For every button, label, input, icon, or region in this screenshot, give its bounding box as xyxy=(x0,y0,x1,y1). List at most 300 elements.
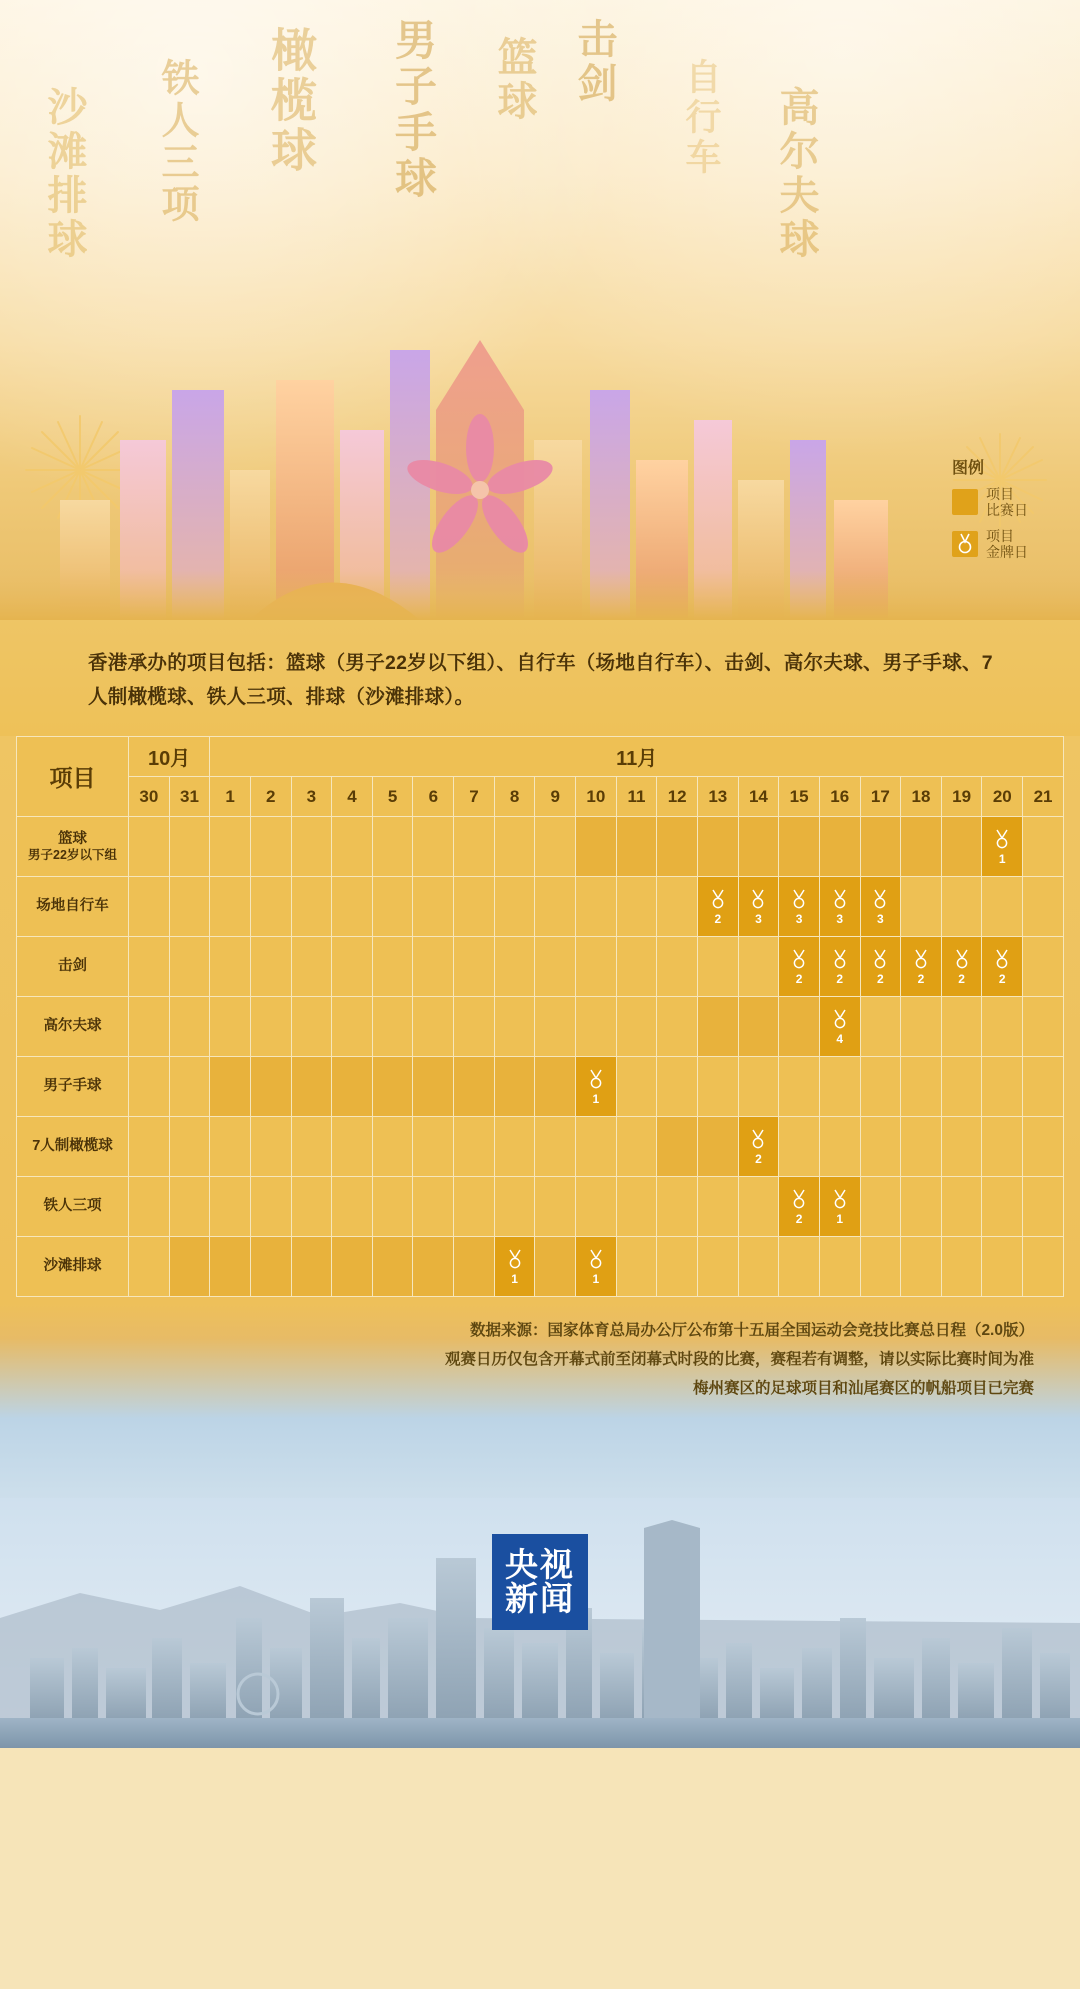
schedule-cell xyxy=(616,817,657,877)
medal-icon xyxy=(576,1069,616,1105)
schedule-cell xyxy=(413,1237,454,1297)
schedule-cell xyxy=(210,817,251,877)
table-row xyxy=(17,937,1064,997)
schedule-cell xyxy=(941,997,982,1057)
event-name-cell: 男子手球 xyxy=(17,1057,129,1117)
schedule-cell xyxy=(901,1177,942,1237)
schedule-cell xyxy=(1023,1177,1064,1237)
schedule-cell xyxy=(169,877,210,937)
schedule-cell xyxy=(616,1177,657,1237)
legend-item-match-day-label xyxy=(986,486,1028,518)
schedule-cell xyxy=(860,877,901,937)
bg-word-basketball: 篮球 xyxy=(491,36,538,124)
schedule-cell xyxy=(779,1177,820,1237)
schedule-cell xyxy=(169,817,210,877)
schedule-cell xyxy=(738,817,779,877)
table-row xyxy=(17,1057,1064,1117)
schedule-cell xyxy=(291,997,332,1057)
square-swatch-icon xyxy=(952,489,978,515)
schedule-cell xyxy=(819,997,860,1057)
schedule-cell xyxy=(697,997,738,1057)
schedule-cell xyxy=(129,1057,170,1117)
medal-icon xyxy=(820,889,860,925)
schedule-cell xyxy=(779,1057,820,1117)
header-day-6: 6 xyxy=(413,777,454,817)
medal-icon-svg xyxy=(709,889,727,911)
schedule-cell xyxy=(697,877,738,937)
schedule-cell xyxy=(210,1057,251,1117)
medal-icon xyxy=(952,531,978,557)
schedule-cell xyxy=(657,817,698,877)
header-day-1: 1 xyxy=(210,777,251,817)
schedule-cell xyxy=(250,1057,291,1117)
event-name-cell: 击剑 xyxy=(17,937,129,997)
medal-icon-svg xyxy=(790,889,808,911)
schedule-cell xyxy=(250,1177,291,1237)
schedule-cell xyxy=(494,937,535,997)
footer xyxy=(0,1303,1080,1748)
schedule-cell xyxy=(494,1177,535,1237)
medal-count: 2 xyxy=(755,1151,762,1166)
schedule-cell xyxy=(941,1237,982,1297)
medal-icon-svg xyxy=(871,949,889,971)
schedule-cell xyxy=(941,817,982,877)
schedule-cell xyxy=(332,817,373,877)
schedule-cell xyxy=(250,877,291,937)
table-row xyxy=(17,1237,1064,1297)
medal-icon xyxy=(942,949,982,985)
schedule-cell xyxy=(860,1057,901,1117)
header-row-days xyxy=(17,777,1064,817)
schedule-cell xyxy=(697,1057,738,1117)
schedule-cell xyxy=(576,1117,617,1177)
cctv-news-logo xyxy=(492,1534,588,1630)
header-day-18: 18 xyxy=(901,777,942,817)
header-day-20: 20 xyxy=(982,777,1023,817)
schedule-cell xyxy=(494,1057,535,1117)
schedule-cell xyxy=(129,1237,170,1297)
schedule-cell xyxy=(454,937,495,997)
schedule-cell xyxy=(616,937,657,997)
schedule-cell xyxy=(250,997,291,1057)
schedule-cell xyxy=(169,937,210,997)
legend-item-gold-day xyxy=(952,528,1044,560)
schedule-cell xyxy=(210,937,251,997)
schedule-cell xyxy=(291,817,332,877)
medal-count: 1 xyxy=(836,1211,844,1226)
medal-icon-svg xyxy=(993,949,1011,971)
schedule-cell xyxy=(901,817,942,877)
schedule-cell xyxy=(372,877,413,937)
medal-icon-svg xyxy=(749,889,767,911)
schedule-cell xyxy=(941,877,982,937)
schedule-cell xyxy=(779,817,820,877)
schedule-cell xyxy=(657,1117,698,1177)
bg-word-cycling: 自行车 xyxy=(680,58,722,178)
medal-icon xyxy=(820,949,860,985)
schedule-cell xyxy=(697,1117,738,1177)
schedule-cell xyxy=(982,1117,1023,1177)
table-row xyxy=(17,817,1064,877)
schedule-cell xyxy=(129,877,170,937)
schedule-table-body xyxy=(17,817,1064,1297)
medal-icon-svg xyxy=(952,531,978,557)
schedule-cell xyxy=(535,877,576,937)
medal-count: 2 xyxy=(795,1211,803,1226)
schedule-cell xyxy=(169,1237,210,1297)
table-row xyxy=(17,1117,1064,1177)
header-day-8: 8 xyxy=(494,777,535,817)
medal-icon-svg xyxy=(912,949,930,971)
schedule-cell xyxy=(738,1057,779,1117)
medal-icon-svg xyxy=(587,1069,605,1091)
schedule-table-head xyxy=(17,737,1064,817)
schedule-cell xyxy=(901,1237,942,1297)
schedule-cell xyxy=(779,997,820,1057)
schedule-cell xyxy=(982,877,1023,937)
medal-count: 2 xyxy=(795,971,803,986)
medal-count: 2 xyxy=(714,911,722,926)
schedule-cell xyxy=(738,877,779,937)
schedule-cell xyxy=(982,937,1023,997)
bg-word-beach-volleyball: 沙滩排球 xyxy=(41,86,88,262)
schedule-cell xyxy=(250,1237,291,1297)
medal-icon-svg xyxy=(790,1189,808,1211)
schedule-cell xyxy=(494,1117,535,1177)
schedule-cell xyxy=(535,1117,576,1177)
schedule-cell xyxy=(372,1117,413,1177)
medal-icon-svg xyxy=(587,1249,605,1271)
schedule-cell xyxy=(494,1237,535,1297)
medal-icon xyxy=(739,889,779,925)
schedule-cell xyxy=(576,1057,617,1117)
medal-icon-svg xyxy=(790,949,808,971)
schedule-cell xyxy=(819,1237,860,1297)
legend-item-match-day xyxy=(952,486,1044,518)
schedule-cell xyxy=(210,1177,251,1237)
schedule-cell xyxy=(860,1177,901,1237)
schedule-cell xyxy=(291,937,332,997)
schedule-cell xyxy=(494,997,535,1057)
schedule-cell xyxy=(535,1057,576,1117)
event-name-cell xyxy=(17,817,129,877)
medal-count: 1 xyxy=(511,1271,518,1286)
header-day-4: 4 xyxy=(332,777,373,817)
schedule-cell xyxy=(982,1057,1023,1117)
schedule-cell xyxy=(982,1237,1023,1297)
medal-count: 1 xyxy=(592,1091,600,1106)
schedule-cell xyxy=(576,877,617,937)
header-day-10: 10 xyxy=(576,777,617,817)
schedule-cell xyxy=(413,1117,454,1177)
header-row-months xyxy=(17,737,1064,777)
table-row xyxy=(17,997,1064,1057)
footer-note-disclaimer: 观赛日历仅包含开幕式前至闭幕式时段的比赛，赛程若有调整，请以实际比赛时间为准 xyxy=(444,1350,1034,1368)
medal-icon xyxy=(576,1249,616,1285)
schedule-cell xyxy=(819,1177,860,1237)
event-name-line1: 篮球 xyxy=(58,830,87,847)
schedule-cell xyxy=(535,1237,576,1297)
schedule-cell xyxy=(576,1177,617,1237)
legend-item-match-day-line2: 比赛日 xyxy=(986,502,1028,519)
header-day-30: 30 xyxy=(129,777,170,817)
medal-count: 1 xyxy=(592,1271,600,1286)
schedule-cell xyxy=(819,1057,860,1117)
table-row xyxy=(17,877,1064,937)
schedule-cell xyxy=(291,1177,332,1237)
legend-item-gold-day-label xyxy=(986,528,1028,560)
medal-icon-svg xyxy=(506,1249,524,1271)
schedule-cell xyxy=(535,937,576,997)
schedule-cell xyxy=(291,1237,332,1297)
schedule-cell xyxy=(941,1177,982,1237)
medal-icon xyxy=(901,949,941,985)
schedule-cell xyxy=(576,997,617,1057)
schedule-cell xyxy=(697,1177,738,1237)
medal-count: 4 xyxy=(836,1031,844,1046)
medal-count: 2 xyxy=(836,971,844,986)
schedule-cell xyxy=(657,937,698,997)
medal-icon-svg xyxy=(993,829,1011,851)
schedule-cell xyxy=(494,817,535,877)
schedule-cell xyxy=(332,1057,373,1117)
schedule-cell xyxy=(1023,1117,1064,1177)
medal-icon-svg xyxy=(953,949,971,971)
schedule-cell xyxy=(941,1057,982,1117)
footer-note-source: 数据来源：国家体育总局办公厅公布第十五届全国运动会竞技比赛总日程（2.0版） xyxy=(469,1322,1034,1340)
header-day-15: 15 xyxy=(779,777,820,817)
header-item-column: 项目 xyxy=(17,737,129,817)
bg-word-fencing: 击剑 xyxy=(571,18,618,106)
schedule-cell xyxy=(454,1177,495,1237)
event-name-cell: 高尔夫球 xyxy=(17,997,129,1057)
schedule-cell xyxy=(657,1177,698,1237)
schedule-cell xyxy=(738,1237,779,1297)
medal-icon-svg xyxy=(749,1129,767,1151)
schedule-cell xyxy=(779,937,820,997)
schedule-cell xyxy=(210,877,251,937)
schedule-table xyxy=(16,736,1064,1297)
header-day-12: 12 xyxy=(657,777,698,817)
schedule-cell xyxy=(779,1117,820,1177)
schedule-cell xyxy=(697,937,738,997)
schedule-cell xyxy=(250,817,291,877)
schedule-cell xyxy=(332,1177,373,1237)
schedule-cell xyxy=(860,997,901,1057)
medal-icon-svg xyxy=(831,1189,849,1211)
schedule-cell xyxy=(738,1117,779,1177)
schedule-cell xyxy=(454,1237,495,1297)
schedule-cell xyxy=(860,817,901,877)
schedule-cell xyxy=(332,877,373,937)
medal-count: 2 xyxy=(998,971,1006,986)
schedule-cell xyxy=(657,877,698,937)
schedule-cell xyxy=(413,877,454,937)
schedule-cell xyxy=(372,1237,413,1297)
medal-count: 2 xyxy=(958,971,965,986)
schedule-cell xyxy=(535,817,576,877)
header-day-9: 9 xyxy=(535,777,576,817)
footer-notes xyxy=(445,1317,1034,1403)
bg-word-handball: 男子手球 xyxy=(389,18,438,202)
schedule-cell xyxy=(129,997,170,1057)
event-name-cell: 铁人三项 xyxy=(17,1177,129,1237)
schedule-cell xyxy=(291,1057,332,1117)
schedule-cell xyxy=(657,1237,698,1297)
schedule-cell xyxy=(413,997,454,1057)
bg-word-triathlon: 铁人三项 xyxy=(155,58,200,226)
intro-paragraph: 香港承办的项目包括：篮球（男子22岁以下组）、自行车（场地自行车）、击剑、高尔夫球、男子手球、7人制橄榄球、铁人三项、排球（沙滩排球）。 xyxy=(0,620,1080,736)
schedule-cell xyxy=(738,1177,779,1237)
bg-word-rugby: 橄榄球 xyxy=(264,26,318,176)
schedule-cell xyxy=(576,1237,617,1297)
schedule-cell xyxy=(860,1117,901,1177)
header-day-3: 3 xyxy=(291,777,332,817)
hero-banner xyxy=(0,0,1080,620)
schedule-cell xyxy=(454,817,495,877)
medal-icon xyxy=(861,949,901,985)
medal-icon-svg xyxy=(831,889,849,911)
medal-count: 1 xyxy=(998,851,1006,866)
schedule-cell xyxy=(819,817,860,877)
header-day-14: 14 xyxy=(738,777,779,817)
schedule-cell xyxy=(535,997,576,1057)
header-day-2: 2 xyxy=(250,777,291,817)
schedule-cell xyxy=(291,1117,332,1177)
schedule-cell xyxy=(901,997,942,1057)
schedule-cell xyxy=(901,877,942,937)
medal-icon xyxy=(982,829,1022,865)
schedule-cell xyxy=(779,877,820,937)
schedule-cell xyxy=(616,877,657,937)
medal-count: 3 xyxy=(877,911,884,926)
schedule-cell xyxy=(738,937,779,997)
header-day-11: 11 xyxy=(616,777,657,817)
schedule-cell xyxy=(576,937,617,997)
schedule-cell xyxy=(1023,877,1064,937)
medal-icon xyxy=(698,889,738,925)
schedule-cell xyxy=(332,937,373,997)
schedule-cell xyxy=(129,1177,170,1237)
schedule-cell xyxy=(860,1237,901,1297)
schedule-cell xyxy=(372,1177,413,1237)
event-name-line2: 男子22岁以下组 xyxy=(28,847,117,862)
schedule-cell xyxy=(413,1057,454,1117)
table-row xyxy=(17,1177,1064,1237)
logo-line1: 央视 xyxy=(505,1544,575,1584)
schedule-cell xyxy=(210,997,251,1057)
logo-line2: 新闻 xyxy=(505,1579,575,1619)
schedule-cell xyxy=(291,877,332,937)
schedule-cell xyxy=(332,1117,373,1177)
schedule-cell xyxy=(129,817,170,877)
schedule-cell xyxy=(454,877,495,937)
header-month-november: 11月 xyxy=(210,737,1064,777)
header-day-17: 17 xyxy=(860,777,901,817)
medal-count: 2 xyxy=(877,971,884,986)
schedule-cell xyxy=(169,1057,210,1117)
schedule-cell xyxy=(169,1117,210,1177)
schedule-cell xyxy=(982,997,1023,1057)
schedule-cell xyxy=(210,1237,251,1297)
schedule-cell xyxy=(250,1117,291,1177)
header-day-16: 16 xyxy=(819,777,860,817)
legend-item-match-day-line1: 项目 xyxy=(986,486,1014,502)
schedule-cell xyxy=(372,1057,413,1117)
event-name-cell: 沙滩排球 xyxy=(17,1237,129,1297)
schedule-cell xyxy=(616,1117,657,1177)
schedule-cell xyxy=(982,1177,1023,1237)
medal-icon xyxy=(779,889,819,925)
schedule-cell xyxy=(860,937,901,997)
bg-word-golf: 高尔夫球 xyxy=(773,86,820,262)
schedule-cell xyxy=(779,1237,820,1297)
legend xyxy=(952,455,1044,570)
schedule-cell xyxy=(454,997,495,1057)
schedule-cell xyxy=(616,1057,657,1117)
legend-item-gold-day-line1: 项目 xyxy=(986,528,1014,545)
schedule-cell xyxy=(819,1117,860,1177)
medal-icon-svg xyxy=(831,1009,849,1031)
schedule-cell xyxy=(535,1177,576,1237)
medal-count: 3 xyxy=(795,911,803,926)
schedule-cell xyxy=(1023,1057,1064,1117)
schedule-cell xyxy=(332,997,373,1057)
header-day-13: 13 xyxy=(697,777,738,817)
schedule-cell xyxy=(413,937,454,997)
schedule-cell xyxy=(819,937,860,997)
schedule-cell xyxy=(332,1237,373,1297)
schedule-cell xyxy=(941,1117,982,1177)
medal-count: 3 xyxy=(836,911,844,926)
schedule-cell xyxy=(1023,817,1064,877)
medal-icon xyxy=(739,1129,779,1165)
schedule-cell xyxy=(372,937,413,997)
schedule-cell xyxy=(129,1117,170,1177)
schedule-cell xyxy=(657,997,698,1057)
schedule-cell xyxy=(616,997,657,1057)
schedule-cell xyxy=(169,1177,210,1237)
schedule-cell xyxy=(413,817,454,877)
schedule-cell xyxy=(413,1177,454,1237)
schedule-cell xyxy=(901,1117,942,1177)
schedule-cell xyxy=(657,1057,698,1117)
schedule-cell xyxy=(982,817,1023,877)
footer-note-completed: 梅州赛区的足球项目和汕尾赛区的帆船项目已完赛 xyxy=(692,1379,1034,1397)
event-name-cell: 7人制橄榄球 xyxy=(17,1117,129,1177)
event-name-cell: 场地自行车 xyxy=(17,877,129,937)
medal-icon xyxy=(861,889,901,925)
medal-count: 3 xyxy=(755,911,762,926)
medal-count: 2 xyxy=(917,971,925,986)
medal-icon-svg xyxy=(871,889,889,911)
header-day-19: 19 xyxy=(941,777,982,817)
medal-icon xyxy=(495,1249,535,1285)
schedule-cell xyxy=(210,1117,251,1177)
medal-icon xyxy=(779,1189,819,1225)
schedule-cell xyxy=(169,997,210,1057)
medal-icon-svg xyxy=(831,949,849,971)
header-day-31: 31 xyxy=(169,777,210,817)
medal-icon xyxy=(820,1009,860,1045)
schedule-cell xyxy=(129,937,170,997)
legend-title: 图例 xyxy=(952,460,985,477)
schedule-cell xyxy=(454,1057,495,1117)
header-month-october: 10月 xyxy=(129,737,210,777)
schedule-cell xyxy=(616,1237,657,1297)
schedule-cell xyxy=(372,997,413,1057)
schedule-cell xyxy=(901,937,942,997)
